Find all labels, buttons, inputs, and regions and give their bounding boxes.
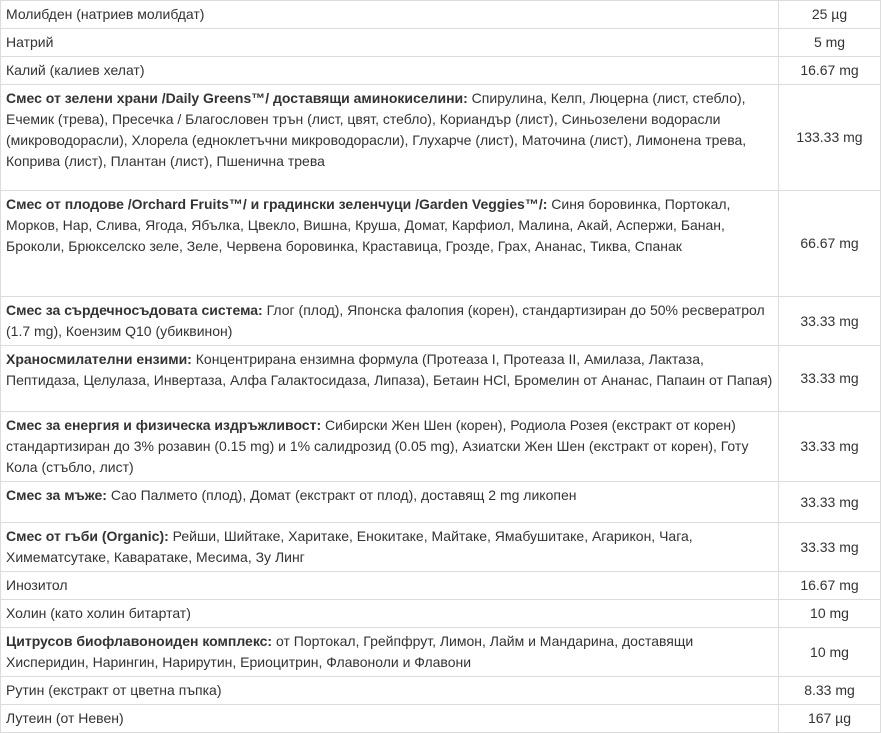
ingredient-cell [1,572,779,600]
ingredient-text: Сао Палмето (плод), Домат (екстракт от плод), доставящ 2 mg ликопен [106,487,577,503]
ingredient-bold-label: Смес от плодове /Orchard Fruits™/ и градински зеленчуци /Garden Veggies™/: [6,196,548,212]
ingredient-text: Лутеин (от Невен) [6,710,124,726]
ingredient-bold-label: Смес за енергия и физическа издръжливост: [6,417,322,433]
ingredient-cell [1,346,779,412]
amount-cell: 25 µg [779,1,881,29]
amount-cell: 16.67 mg [779,57,881,85]
ingredient-cell [1,29,779,57]
ingredient-cell [1,191,779,297]
amount-cell: 10 mg [779,628,881,677]
table-row [1,677,881,705]
ingredient-cell [1,523,779,572]
ingredient-cell [1,600,779,628]
ingredient-bold-label: Смес от зелени храни /Daily Greens™/ доставящи аминокиселини: [6,90,468,106]
ingredient-cell [1,1,779,29]
ingredient-text: Глог (плод), Японска фалопия (корен), стандартизиран до 50% ресвератрол (1.7 mg), Коензим Q10 (убиквинон) [6,302,765,339]
amount-cell: 167 µg [779,705,881,733]
amount-cell: 33.33 mg [779,297,881,346]
ingredient-bold-label: Цитрусов биофлавоноиден комплекс: [6,633,273,649]
table-row [1,523,881,572]
ingredient-text: Синя боровинка, Портокал, Морков, Нар, Слива, Ягода, Ябълка, Цвекло, Вишна, Круша, Домат, Карфиол, Малина, Акай, Аспержи, Банан, Броколи, Брюкселско зеле, Зеле, Червена боровинка, Краставица, Грозде, Грах, Ананас, Тиква, Спанак [6,196,731,254]
ingredient-cell [1,57,779,85]
ingredient-text: Сибирски Жен Шен (корен), Родиола Розея (екстракт от корен) стандартизиран до 3% розавин (0.15 mg) и 1% салидрозид (0.05 mg), Азиатски Жен Шен (екстракт от корен), Готу Кола (стъбло, лист) [6,417,749,475]
amount-cell: 8.33 mg [779,677,881,705]
ingredient-text: Натрий [6,34,54,50]
amount-cell: 16.67 mg [779,572,881,600]
amount-cell: 66.67 mg [779,191,881,297]
table-row [1,412,881,482]
ingredient-bold-label: Смес от гъби (Organic): [6,528,169,544]
ingredient-text: Рутин (екстракт от цветна пъпка) [6,682,222,698]
ingredient-bold-label: Храносмилателни ензими: [6,351,192,367]
table-row [1,1,881,29]
table-row [1,628,881,677]
ingredient-cell [1,412,779,482]
table-row [1,346,881,412]
ingredient-text: Рейши, Шийтаке, Харитаке, Енокитаке, Майтаке, Ямабушитаке, Агарикон, Чага, Химематсутаке, Каваратаке, Месима, Зу Линг [6,528,693,565]
ingredient-cell [1,705,779,733]
ingredient-cell [1,677,779,705]
ingredient-text: Холин (като холин битартат) [6,605,191,621]
amount-cell: 33.33 mg [779,346,881,412]
table-row [1,482,881,523]
table-row [1,705,881,733]
ingredient-text: Калий (калиев хелат) [6,62,145,78]
ingredient-bold-label: Смес за мъже: [6,487,107,503]
table-row [1,572,881,600]
table-row [1,297,881,346]
ingredient-text: от Портокал, Грейпфрут, Лимон, Лайм и Мандарина, доставящи Хисперидин, Нарингин, Нарирутин, Ериоцитрин, Флавоноли и Флавони [6,633,694,670]
table-row [1,85,881,191]
table-row [1,29,881,57]
ingredient-bold-label: Смес за сърдечносъдовата система: [6,302,263,318]
amount-cell: 10 mg [779,600,881,628]
ingredient-cell [1,297,779,346]
ingredient-cell [1,85,779,191]
amount-cell: 33.33 mg [779,412,881,482]
ingredient-text: Концентрирана ензимна формула (Протеаза I, Протеаза II, Амилаза, Лактаза, Пептидаза, Целулаза, Инвертаза, Алфа Галактосидаза, Липаза), Бетаин HCl, Бромелин от Ананас, Папаин от Папая) [6,351,773,388]
amount-cell: 133.33 mg [779,85,881,191]
amount-cell: 33.33 mg [779,523,881,572]
amount-cell: 5 mg [779,29,881,57]
ingredient-text: Спирулина, Келп, Люцерна (лист, стебло), Ечемик (трева), Пресечка / Благословен трън (лист, цвят, стебло), Кориандър (лист), Синьозелени водорасли (микроводорасли), Хлорела (едноклетъчни микроводорасли), Глухарче (лист), Маточина (лист), Лимонена трева, Коприва (лист), Плантан (лист), Пшенична трева [6,90,747,169]
table-row [1,57,881,85]
ingredient-cell [1,482,779,523]
ingredient-cell [1,628,779,677]
ingredient-text: Инозитол [6,577,68,593]
amount-cell: 33.33 mg [779,482,881,523]
table-row [1,600,881,628]
ingredient-text: Молибден (натриев молибдат) [6,6,205,22]
table-row [1,191,881,297]
